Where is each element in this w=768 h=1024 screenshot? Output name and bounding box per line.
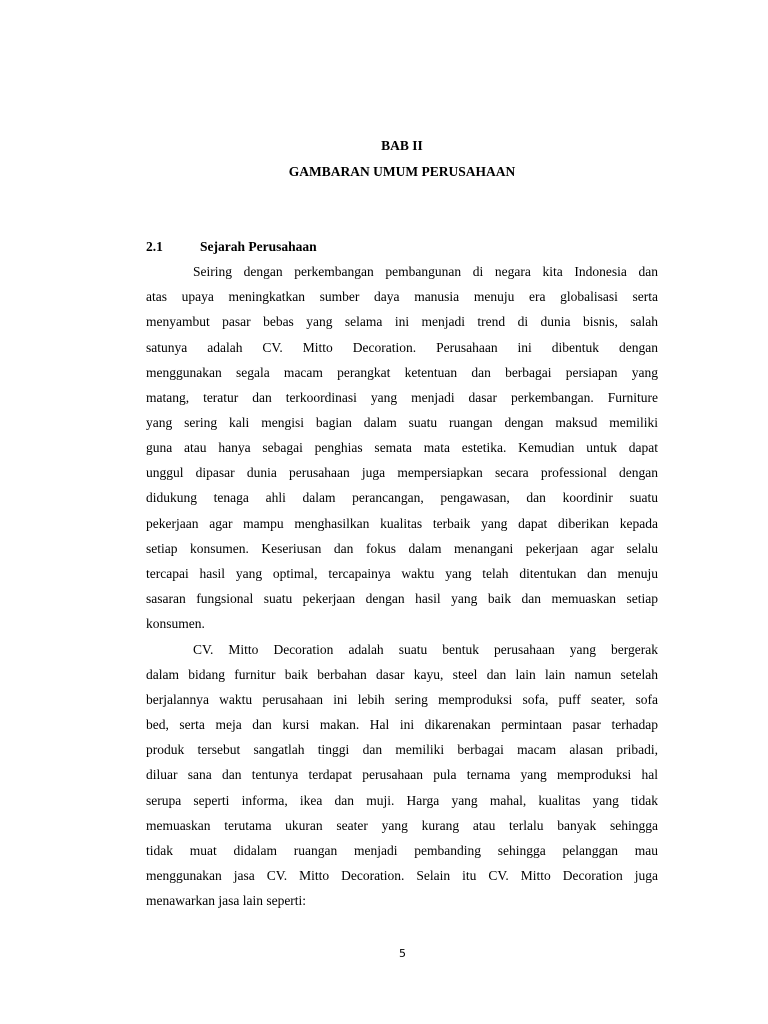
paragraph-line: atas upaya meningkatkan sumber daya manusia menuju era globalisasi serta bbox=[146, 289, 658, 304]
section-heading bbox=[146, 238, 317, 256]
paragraph-line: setiap konsumen. Keseriusan dan fokus dalam menangani pekerjaan agar selalu bbox=[146, 541, 658, 556]
section-title: Sejarah Perusahaan bbox=[200, 239, 317, 254]
paragraph-line: guna atau hanya sebagai penghias semata mata estetika. Kemudian untuk dapat bbox=[146, 440, 658, 455]
paragraph-line: yang sering kali mengisi bagian dalam suatu ruangan dengan maksud memiliki bbox=[146, 415, 658, 430]
chapter-number: BAB II bbox=[381, 138, 423, 153]
paragraph-line: sasaran fungsional suatu pekerjaan dengan hasil yang baik dan memuaskan setiap bbox=[146, 591, 658, 606]
paragraph-line: menggunakan jasa CV. Mitto Decoration. Selain itu CV. Mitto Decoration juga bbox=[146, 868, 658, 883]
section-number: 2.1 bbox=[146, 239, 163, 254]
paragraph-line: satunya adalah CV. Mitto Decoration. Perusahaan ini dibentuk dengan bbox=[146, 340, 658, 355]
page-number: 5 bbox=[399, 947, 406, 960]
paragraph-line: produk tersebut sangatlah tinggi dan memiliki berbagai macam alasan pribadi, bbox=[146, 742, 658, 757]
paragraph-line: bed, serta meja dan kursi makan. Hal ini dikarenakan permintaan pasar terhadap bbox=[146, 717, 658, 732]
paragraph-line: matang, teratur dan terkoordinasi yang menjadi dasar perkembangan. Furniture bbox=[146, 390, 658, 405]
paragraph-line: memuaskan terutama ukuran seater yang kurang atau terlalu banyak sehingga bbox=[146, 818, 658, 833]
paragraph-line: konsumen. bbox=[146, 616, 205, 631]
paragraph-line: unggul dipasar dunia perusahaan juga mempersiapkan secara professional dengan bbox=[146, 465, 658, 480]
paragraph-line: menggunakan segala macam perangkat ketentuan dan berbagai persiapan yang bbox=[146, 365, 658, 380]
paragraph-line: dalam bidang furnitur baik berbahan dasar kayu, steel dan lain lain namun setelah bbox=[146, 667, 658, 682]
paragraph-line: berjalannya waktu perusahaan ini lebih sering memproduksi sofa, puff seater, sofa bbox=[146, 692, 658, 707]
paragraph-line: menawarkan jasa lain seperti: bbox=[146, 893, 307, 908]
paragraph-line: pekerjaan agar mampu menghasilkan kualitas terbaik yang dapat diberikan kepada bbox=[146, 516, 658, 531]
paragraph-line: Seiring dengan perkembangan pembangunan di negara kita Indonesia dan bbox=[193, 264, 658, 279]
paragraph-line: CV. Mitto Decoration adalah suatu bentuk perusahaan yang bergerak bbox=[193, 642, 658, 657]
paragraph-line: diluar sana dan tentunya terdapat perusahaan pula ternama yang memproduksi hal bbox=[146, 767, 658, 782]
paragraph-line: serupa seperti informa, ikea dan muji. Harga yang mahal, kualitas yang tidak bbox=[146, 793, 658, 808]
paragraph-line: didukung tenaga ahli dalam perancangan, pengawasan, dan koordinir suatu bbox=[146, 490, 658, 505]
paragraph-line: menyambut pasar bebas yang selama ini menjadi trend di dunia bisnis, salah bbox=[146, 314, 658, 329]
paragraph-line: tercapai hasil yang optimal, tercapainya waktu yang telah ditentukan dan menuju bbox=[146, 566, 658, 581]
chapter-title: GAMBARAN UMUM PERUSAHAAN bbox=[288, 164, 516, 179]
paragraph-line: tidak muat didalam ruangan menjadi pembanding sehingga pelanggan mau bbox=[146, 843, 658, 858]
